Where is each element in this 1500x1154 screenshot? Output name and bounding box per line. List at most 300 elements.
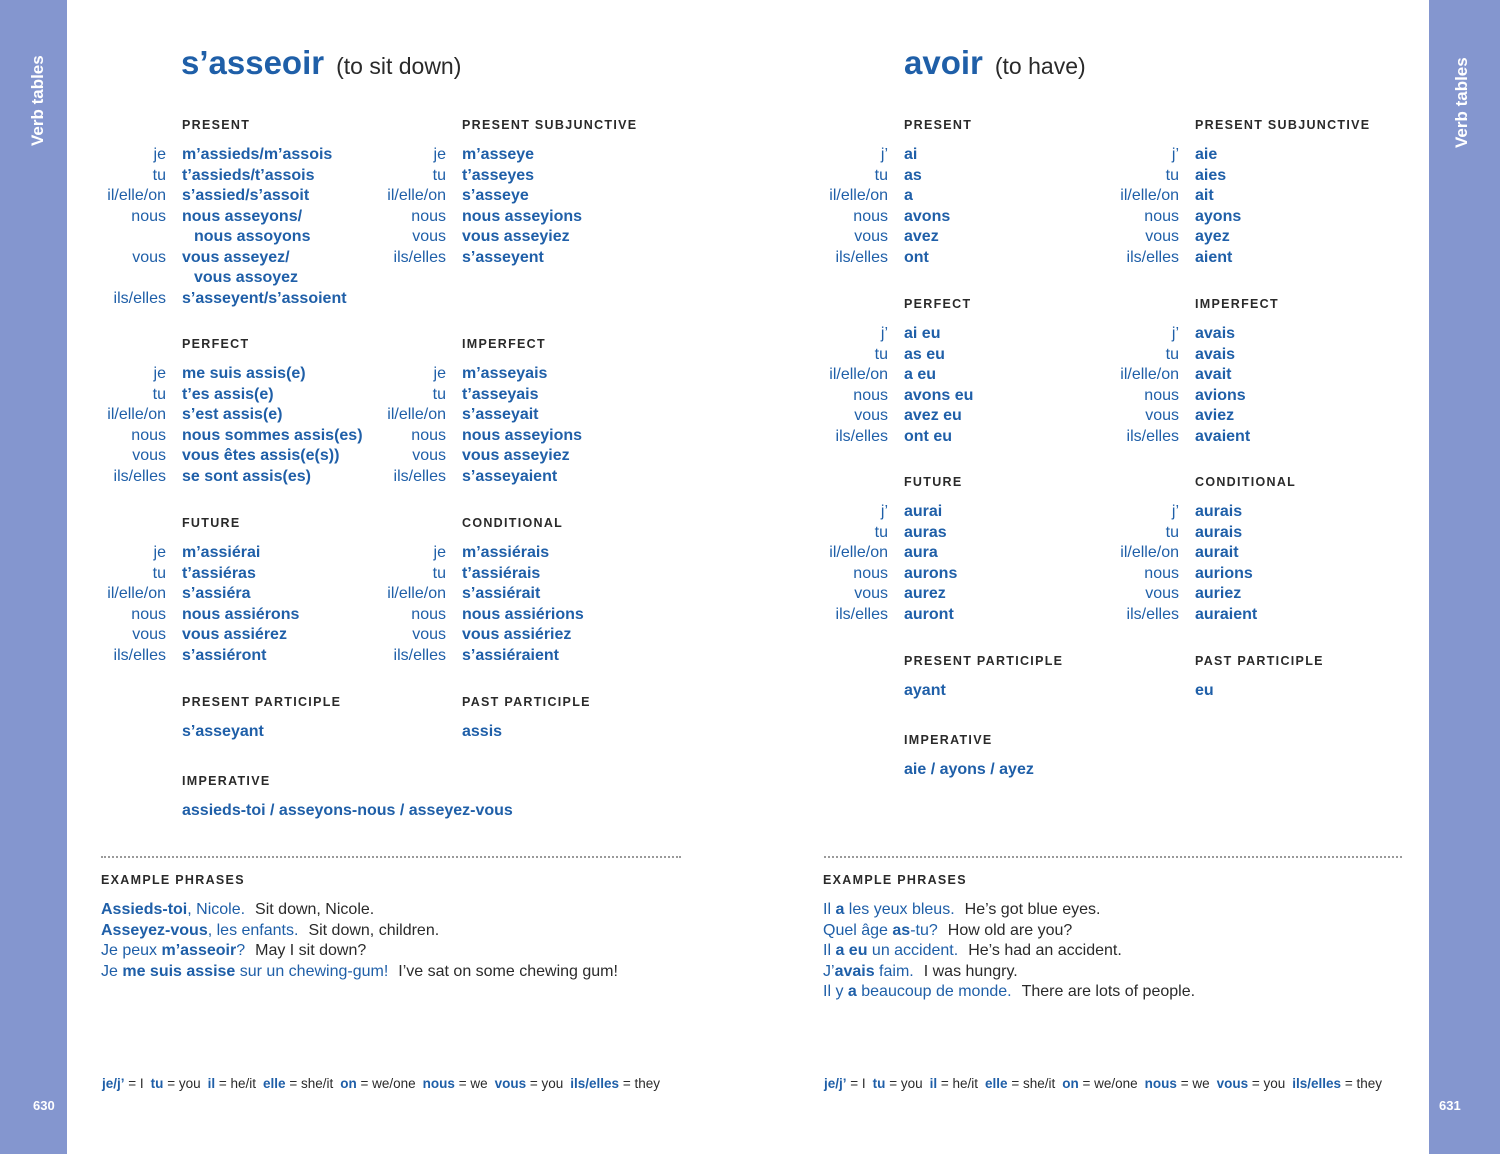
pronoun: j’ [1171, 146, 1179, 163]
conjugation-row [432, 564, 584, 585]
example-text: Quel âge [823, 921, 893, 939]
example-french [823, 922, 938, 939]
conjugation-row [412, 625, 584, 646]
conjugation-row [880, 324, 973, 345]
example-text: Je [101, 962, 123, 980]
present-participle-section [182, 694, 341, 742]
conjugation-row [1165, 523, 1296, 544]
verb-form: avez eu [904, 407, 962, 424]
conjugation-row [107, 584, 299, 605]
example-french [101, 942, 245, 959]
pronoun: nous [853, 207, 888, 225]
verb-form: aient [1195, 248, 1233, 266]
side-tab-label: Verb tables [28, 55, 47, 146]
conjugation-list [387, 543, 584, 666]
verb-form: aurais [1195, 523, 1243, 541]
section-heading: IMPERFECT [462, 337, 546, 351]
conjugation-row [411, 605, 584, 626]
pronoun: il/elle/on [107, 585, 166, 602]
verb-form: t’assiéras [182, 564, 256, 582]
verb-form: aurez [904, 585, 946, 602]
pronoun: tu [1165, 523, 1179, 541]
key-meaning: = I [128, 1076, 144, 1091]
conjugation-row [113, 467, 363, 488]
divider [101, 856, 681, 858]
perfect-section [829, 296, 974, 447]
verb-form: nous assiérions [462, 605, 584, 623]
verb-form: a eu [904, 366, 937, 383]
pronoun: nous [411, 605, 446, 623]
pronoun: il/elle/on [387, 187, 446, 204]
conjugation-row [829, 365, 973, 386]
verb-form: vous êtes assis(e(s)) [182, 447, 340, 464]
pronoun: ils/elles [835, 248, 888, 266]
pronoun: ils/elles [393, 646, 446, 664]
examples-heading: EXAMPLE PHRASES [101, 873, 245, 887]
pronoun: je [153, 146, 166, 163]
key-meaning: = you [889, 1076, 923, 1091]
pronoun: nous [853, 386, 888, 404]
example-english: There are lots of people. [1021, 983, 1196, 1001]
conjugation-row [107, 186, 347, 207]
page-number: 630 [33, 1098, 55, 1113]
verb-form: avions [1195, 386, 1246, 404]
conjugation-row [1144, 386, 1279, 407]
verb-form: vous asseyiez [462, 228, 570, 245]
verb-form: ayons [1195, 207, 1242, 225]
example-french [823, 963, 914, 980]
example-verb: Asseyez-vous [101, 921, 208, 939]
conjugation-row [854, 584, 963, 605]
conjugation-row [152, 166, 347, 187]
conjugation-row [853, 207, 972, 228]
verb-form: nous assiérons [182, 605, 300, 623]
key-pronoun: tu [150, 1076, 164, 1091]
example-phrase [101, 962, 618, 983]
verb-form: s’asseyaient [462, 467, 558, 485]
verb-infinitive: s’asseoir [181, 44, 325, 81]
key-meaning: = you [529, 1076, 564, 1091]
verb-infinitive: avoir [904, 44, 983, 81]
key-meaning: = you [167, 1076, 201, 1091]
pronoun: ils/elles [1126, 605, 1179, 623]
verb-form: s’assied/s’assoit [182, 187, 310, 204]
section-heading: CONDITIONAL [1195, 475, 1297, 489]
pronoun: ils/elles [393, 467, 446, 485]
present-participle: s’asseyant [182, 723, 264, 740]
key-pronoun: ils/elles [570, 1076, 620, 1091]
verb-form: t’assieds/t’assois [182, 166, 315, 184]
pronoun: il/elle/on [829, 187, 888, 204]
verb-title [181, 44, 461, 82]
pronoun: vous [854, 407, 888, 424]
verb-form: s’assiérait [462, 585, 541, 602]
pronoun: vous [1145, 585, 1179, 602]
example-text: sur un chewing-gum! [235, 962, 389, 980]
present-section [107, 117, 347, 309]
conjugation-row [1126, 248, 1370, 269]
conjugation-row [835, 605, 963, 626]
conjugation-row [433, 145, 637, 166]
section-heading: IMPERATIVE [904, 733, 993, 747]
section-heading: PERFECT [904, 297, 972, 311]
conjugation-row [880, 145, 972, 166]
pronoun: tu [1165, 166, 1179, 184]
conjugation-row [1120, 186, 1370, 207]
pronoun: vous [854, 228, 888, 245]
example-french [101, 922, 298, 939]
key-meaning: = he/it [218, 1076, 257, 1091]
example-text: un accident. [867, 942, 959, 960]
key-meaning: = we/one [1082, 1076, 1138, 1091]
conjugation-row [132, 248, 347, 269]
present-section [829, 117, 973, 268]
example-phrase [823, 921, 1195, 942]
pronoun: nous [131, 605, 166, 623]
verb-form: aurai [904, 503, 943, 520]
example-phrase [823, 982, 1195, 1003]
conjugation-row [432, 385, 582, 406]
pronoun: tu [152, 564, 166, 582]
conjugation-row [412, 227, 637, 248]
conjugation-row [411, 207, 637, 228]
key-meaning: = he/it [940, 1076, 979, 1091]
pronoun: ils/elles [835, 605, 888, 623]
conjugation-row [854, 227, 972, 248]
pronoun: nous [853, 564, 888, 582]
section-heading: PRESENT SUBJUNCTIVE [462, 118, 638, 132]
example-verb: a [847, 983, 857, 1001]
right-side-tab [1429, 0, 1500, 1154]
verb-form: se sont assis(es) [182, 467, 311, 485]
example-english: Sit down, children. [308, 921, 440, 939]
pronoun: vous [132, 626, 166, 643]
pronoun: vous [854, 585, 888, 602]
conjugation-row [393, 646, 584, 667]
verb-form: s’assiéraient [462, 646, 559, 664]
conjugation-row [131, 426, 363, 447]
key-pronoun: je/j’ [824, 1076, 847, 1091]
pronoun: nous [411, 207, 446, 225]
example-text: J’ [823, 962, 835, 980]
example-text: , Nicole. [187, 901, 246, 918]
conjugation-row [1165, 345, 1279, 366]
pronoun: tu [874, 166, 888, 184]
conjugation-row [387, 405, 582, 426]
verb-form: ait [1195, 187, 1214, 204]
imperative-forms: assieds-toi / asseyons-nous / asseyez-vous [182, 802, 513, 819]
conjugation-list [1120, 324, 1279, 447]
verb-form: aies [1195, 166, 1227, 184]
conjugation-list [387, 364, 583, 487]
verb-form: ayez [1195, 228, 1230, 245]
key-meaning: = they [1344, 1076, 1382, 1091]
pronoun: ils/elles [835, 427, 888, 445]
key-pronoun: ils/elles [1292, 1076, 1342, 1091]
key-pronoun: tu [872, 1076, 886, 1091]
example-phrase [101, 941, 618, 962]
example-text: Il [823, 901, 836, 918]
pronoun: tu [152, 385, 166, 403]
verb-form: avait [1195, 366, 1232, 383]
verb-form: avons [904, 207, 951, 225]
pronoun: il/elle/on [107, 187, 166, 204]
verb-form: s’est assis(e) [182, 406, 283, 423]
example-phrases [101, 900, 618, 982]
verb-form: as eu [904, 345, 945, 363]
example-french [823, 901, 955, 918]
example-english: I was hungry. [923, 962, 1018, 980]
pronoun: j’ [1171, 503, 1179, 520]
conjugation-row [874, 345, 973, 366]
conjugation-row [131, 207, 347, 228]
section-heading: IMPERATIVE [182, 774, 271, 788]
section-heading: PRESENT [182, 118, 251, 132]
verb-form: avais [1195, 345, 1236, 363]
section-heading: FUTURE [182, 516, 241, 530]
key-meaning: = they [622, 1076, 660, 1091]
imperative-section [904, 732, 1034, 780]
conjugation-row [132, 625, 299, 646]
key-meaning: = I [850, 1076, 866, 1091]
example-english: Sit down, Nicole. [255, 901, 375, 918]
example-text: ? [236, 942, 246, 960]
conjugation-row [432, 166, 637, 187]
present-participle: ayant [904, 682, 946, 699]
page-number: 631 [1439, 1098, 1461, 1113]
conjugation-row [153, 145, 347, 166]
verb-form: aurions [1195, 564, 1253, 582]
example-phrase [823, 962, 1195, 983]
example-phrases [823, 900, 1195, 1003]
conjugation-row [1144, 564, 1296, 585]
section-heading: CONDITIONAL [462, 516, 564, 530]
example-text: beaucoup de monde. [856, 983, 1012, 1001]
verb-form: auraient [1195, 605, 1258, 623]
conjugation-row [1165, 166, 1370, 187]
section-heading: PRESENT [904, 118, 973, 132]
section-heading: PAST PARTICIPLE [1195, 654, 1324, 668]
conjugation-list [829, 324, 974, 447]
conjugation-row [433, 364, 582, 385]
past-participle-section [1195, 653, 1324, 701]
conjugation-row [412, 446, 582, 467]
conjugation-row [1144, 207, 1370, 228]
section-heading: PERFECT [182, 337, 250, 351]
verb-form: nous asseyions [462, 207, 583, 225]
pronoun: j’ [880, 503, 888, 520]
conjugation-row [132, 446, 363, 467]
conjugation-row [113, 289, 347, 310]
pronoun: j’ [880, 146, 888, 163]
pronoun: je [153, 544, 166, 561]
key-pronoun: il [929, 1076, 938, 1091]
verb-form: auront [904, 605, 954, 623]
conjugation-row [387, 584, 584, 605]
pronoun: ils/elles [113, 646, 166, 664]
section-heading: PRESENT PARTICIPLE [182, 695, 342, 709]
conjugation-row [152, 385, 363, 406]
conjugation-row [1145, 227, 1370, 248]
key-pronoun: nous [1144, 1076, 1177, 1091]
left-side-tab [0, 0, 67, 1154]
conjugation-list [829, 145, 972, 268]
verb-form: aurait [1195, 544, 1239, 561]
key-pronoun: je/j’ [102, 1076, 125, 1091]
example-text: , les enfants. [207, 921, 299, 939]
pronoun: je [153, 365, 166, 382]
example-verb: m’asseoir [161, 942, 237, 960]
verb-form: s’asseye [462, 187, 529, 204]
example-english: I’ve sat on some chewing gum! [398, 962, 618, 980]
verb-form: auriez [1195, 585, 1242, 602]
verb-form: aurons [904, 564, 958, 582]
key-pronoun: vous [494, 1076, 527, 1091]
example-english: May I sit down? [255, 942, 367, 960]
conjugation-row [1126, 427, 1279, 448]
verb-form: aviez [1195, 407, 1235, 424]
verb-form: s’asseyent/s’assoient [182, 289, 347, 307]
pronoun: tu [432, 166, 446, 184]
pronoun: je [433, 544, 446, 561]
section-heading: IMPERFECT [1195, 297, 1279, 311]
verb-form: s’assiéront [182, 646, 267, 664]
verb-form: t’asseyais [462, 385, 539, 403]
verb-form: ont [904, 248, 929, 266]
conjugation-row [131, 605, 300, 626]
conjugation-row [387, 186, 637, 207]
verb-form: a [904, 187, 913, 204]
pronoun-key [102, 1076, 667, 1091]
side-tab-label-right: Verb tables [1452, 57, 1471, 148]
pronoun: ils/elles [113, 289, 166, 307]
key-pronoun: vous [1216, 1076, 1249, 1091]
key-meaning: = we/one [360, 1076, 416, 1091]
example-text: -tu? [910, 921, 938, 939]
conjugation-row [1145, 584, 1296, 605]
conjugation-list [387, 145, 637, 268]
example-text: Je peux [101, 942, 162, 960]
conjugation-list [107, 364, 363, 487]
pronoun: il/elle/on [1120, 366, 1179, 383]
conjugation-list [107, 145, 347, 309]
example-verb: avais [834, 962, 875, 980]
key-meaning: = she/it [289, 1076, 334, 1091]
conjugation-row [433, 543, 584, 564]
verb-form: m’assieds/m’assois [182, 146, 333, 163]
pronoun: nous [1144, 386, 1179, 404]
perfect-section [107, 336, 363, 487]
pronoun: il/elle/on [107, 406, 166, 423]
future-section [829, 474, 963, 625]
pronoun: je [433, 146, 446, 163]
example-phrase [101, 921, 618, 942]
example-phrase [823, 941, 1195, 962]
key-meaning: = she/it [1011, 1076, 1056, 1091]
pronoun: tu [874, 345, 888, 363]
conjugation-row [411, 426, 583, 447]
verb-form: me suis assis(e) [182, 365, 306, 382]
pronoun: il/elle/on [1120, 544, 1179, 561]
pronoun: tu [432, 385, 446, 403]
pronoun: nous [1144, 564, 1179, 582]
conjugation-row [1171, 324, 1279, 345]
verb-form: m’asseye [462, 146, 535, 163]
pronoun: je [433, 365, 446, 382]
conjugation-row [393, 248, 637, 269]
example-french [823, 942, 958, 959]
conjugation-row [107, 405, 363, 426]
conjugation-row [153, 364, 363, 385]
pronoun: tu [432, 564, 446, 582]
imperative-section [182, 773, 513, 821]
example-english: How old are you? [947, 921, 1073, 939]
section-heading: PRESENT SUBJUNCTIVE [1195, 118, 1371, 132]
key-meaning: = we [458, 1076, 488, 1091]
conjugation-row [393, 467, 582, 488]
example-text: Il [823, 942, 836, 960]
pronoun: nous [1144, 207, 1179, 225]
pronoun: nous [131, 207, 166, 225]
verb-form: s’asseyent [462, 248, 544, 266]
section-heading: FUTURE [904, 475, 963, 489]
example-text: les yeux bleus. [844, 901, 955, 918]
conjugation-row [152, 564, 299, 585]
pronoun: vous [1145, 407, 1179, 424]
conjugation-row [113, 646, 299, 667]
verb-form: nous assoyons [194, 228, 311, 245]
verb-form: m’assiérais [462, 544, 550, 561]
conjugation-row [829, 543, 963, 564]
future-section [107, 515, 300, 666]
conjugation-row [853, 564, 963, 585]
pronoun: j’ [1171, 325, 1179, 342]
verb-form: t’asseyes [462, 166, 535, 184]
imperative-forms: aie / ayons / ayez [904, 761, 1034, 778]
conditional-section [1120, 474, 1297, 625]
conjugation-row [1145, 406, 1279, 427]
example-french [823, 983, 1012, 1000]
key-meaning: = we [1180, 1076, 1210, 1091]
pronoun: vous [132, 248, 166, 266]
conjugation-row [854, 406, 973, 427]
verb-form: as [904, 166, 922, 184]
conjugation-row [182, 268, 347, 289]
verb-form: m’asseyais [462, 365, 548, 382]
verb-form: avaient [1195, 427, 1251, 445]
imperfect-section [1120, 296, 1279, 447]
pronoun: tu [152, 166, 166, 184]
pronoun: il/elle/on [387, 406, 446, 423]
present-subjunctive-section [387, 117, 638, 268]
imperfect-section [387, 336, 583, 487]
section-heading: PAST PARTICIPLE [462, 695, 591, 709]
verb-form: s’assiéra [182, 585, 251, 602]
pronoun: vous [412, 447, 446, 464]
pronoun: vous [132, 447, 166, 464]
verb-meaning: (to have) [994, 53, 1086, 79]
conjugation-row [835, 427, 973, 448]
key-pronoun: elle [263, 1076, 286, 1091]
verb-form: vous asseyez/ [182, 248, 290, 266]
pronoun: j’ [880, 325, 888, 342]
example-verb: Assieds-toi [101, 901, 188, 918]
verb-form: s’asseyait [462, 406, 539, 423]
section-heading: PRESENT PARTICIPLE [904, 654, 1064, 668]
conjugation-row [1171, 145, 1370, 166]
verb-form: nous asseyons/ [182, 207, 303, 225]
present-participle-section [904, 653, 1063, 701]
